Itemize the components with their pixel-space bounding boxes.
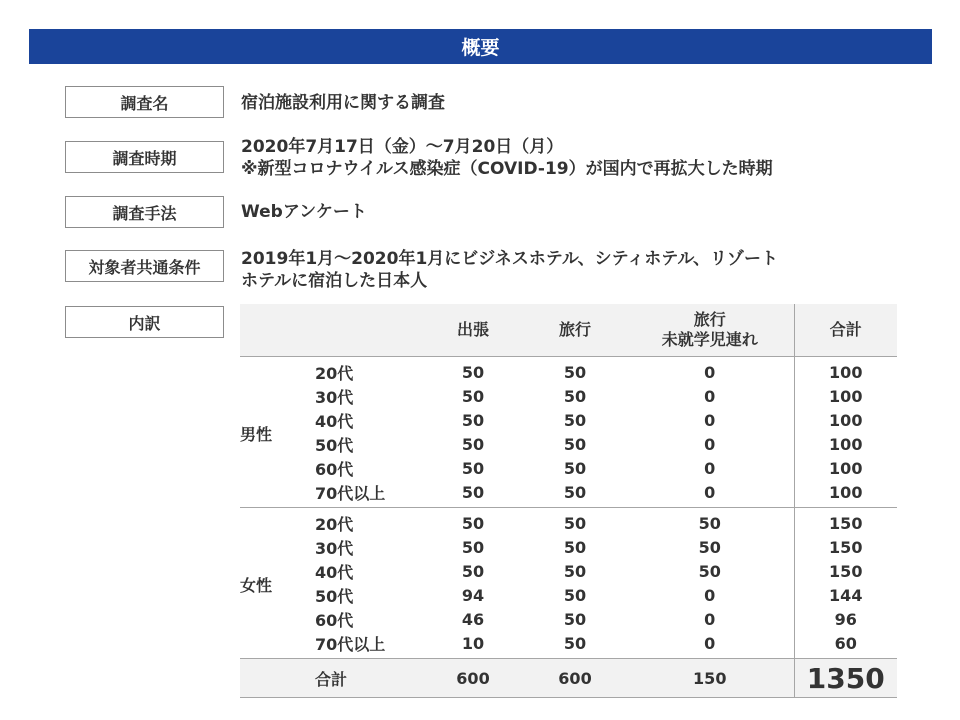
header-total: 合計 [794, 304, 897, 357]
age-cell: 20代 [315, 508, 422, 536]
section-title: 概要 [461, 37, 500, 59]
table-row [240, 559, 897, 583]
value-line: Webアンケート [241, 202, 367, 222]
age-cell: 50代 [315, 435, 354, 455]
cell-kids: 0 [704, 386, 716, 406]
section-title-bar [29, 29, 932, 64]
cell-travel: 50 [563, 633, 587, 653]
header-line: 旅行 [693, 310, 726, 329]
cell-total: 100 [794, 357, 897, 385]
cell-business: 94 [461, 585, 485, 605]
cell-total: 100 [794, 456, 897, 480]
cell-kids: 0 [704, 585, 716, 605]
cell-business: 50 [461, 537, 485, 557]
cell-kids: 0 [704, 410, 716, 430]
cell-kids: 0 [704, 458, 716, 478]
cell-kids: 0 [704, 362, 716, 382]
total-travel: 600 [524, 659, 626, 698]
value-line: 2019年1月～2020年1月にビジネスホテル、シティホテル、リゾート [241, 249, 778, 269]
cell-travel: 50 [563, 561, 587, 581]
breakdown-table [240, 304, 897, 698]
table-row [240, 357, 897, 385]
cell-travel: 50 [563, 386, 587, 406]
cell-travel: 50 [563, 482, 587, 502]
cell-total: 144 [794, 583, 897, 607]
cell-business: 50 [461, 561, 485, 581]
cell-kids: 0 [704, 633, 716, 653]
cell-travel: 50 [563, 362, 587, 382]
value-survey-period [241, 136, 773, 180]
cell-total: 150 [794, 535, 897, 559]
totals-row [240, 659, 897, 698]
cell-travel: 50 [563, 410, 587, 430]
header-travel: 旅行 [524, 304, 626, 357]
cell-business: 50 [461, 458, 485, 478]
group-label-male: 男性 [240, 425, 273, 444]
cell-total: 60 [794, 631, 897, 659]
label-target-conditions: 対象者共通条件 [65, 250, 224, 282]
value-survey-name [241, 92, 445, 114]
value-target-conditions [241, 248, 778, 292]
table-row [240, 384, 897, 408]
header-empty [240, 304, 422, 357]
cell-kids: 0 [704, 609, 716, 629]
cell-travel: 50 [563, 458, 587, 478]
age-cell: 60代 [315, 610, 354, 630]
cell-kids: 0 [704, 434, 716, 454]
cell-business: 50 [422, 508, 524, 536]
age-cell: 70代以上 [315, 483, 386, 503]
cell-business: 50 [461, 434, 485, 454]
table-row [240, 432, 897, 456]
table-row [240, 535, 897, 559]
age-cell: 50代 [315, 586, 354, 606]
table-row [240, 480, 897, 508]
grand-total: 1350 [794, 659, 897, 698]
header-travel-kids [626, 304, 794, 357]
cell-travel: 50 [563, 434, 587, 454]
cell-kids: 0 [704, 482, 716, 502]
age-cell: 30代 [315, 538, 354, 558]
group-label-female: 女性 [240, 508, 315, 659]
age-cell: 70代以上 [315, 634, 386, 654]
cell-total: 100 [794, 432, 897, 456]
age-cell: 30代 [315, 387, 354, 407]
cell-total: 150 [794, 559, 897, 583]
label-breakdown: 内訳 [65, 306, 224, 338]
cell-total: 96 [794, 607, 897, 631]
table-header-row [240, 304, 897, 357]
header-business: 出張 [422, 304, 524, 357]
cell-kids: 50 [698, 537, 721, 557]
total-kids: 150 [626, 659, 794, 698]
total-business: 600 [422, 659, 524, 698]
cell-business: 50 [461, 410, 485, 430]
age-cell: 40代 [315, 411, 354, 431]
cell-travel: 50 [563, 585, 587, 605]
value-line: ※新型コロナウイルス感染症（COVID-19）が国内で再拡大した時期 [241, 159, 773, 179]
table-row [240, 631, 897, 659]
table-row [240, 408, 897, 432]
table-row [240, 508, 897, 536]
cell-total: 100 [794, 384, 897, 408]
cell-kids: 50 [698, 561, 721, 581]
cell-business: 50 [461, 386, 485, 406]
cell-total: 150 [794, 508, 897, 536]
cell-total: 100 [794, 480, 897, 508]
cell-travel: 50 [524, 508, 626, 536]
cell-travel: 50 [563, 609, 587, 629]
totals-label: 合計 [240, 659, 422, 698]
label-survey-method: 調査手法 [65, 196, 224, 228]
label-survey-period: 調査時期 [65, 141, 224, 173]
age-cell: 60代 [315, 459, 354, 479]
table-row [240, 456, 897, 480]
value-survey-method [241, 201, 367, 223]
value-line: ホテルに宿泊した日本人 [241, 271, 428, 291]
cell-kids: 50 [626, 508, 794, 536]
table-row [240, 583, 897, 607]
cell-business: 46 [461, 609, 485, 629]
age-cell: 20代 [315, 363, 354, 383]
value-line: 2020年7月17日（金）～7月20日（月） [241, 137, 564, 157]
cell-business: 10 [461, 633, 485, 653]
value-line: 宿泊施設利用に関する調査 [241, 93, 445, 113]
table-row [240, 607, 897, 631]
header-line: 未就学児連れ [661, 330, 758, 349]
cell-total: 100 [794, 408, 897, 432]
cell-travel: 50 [563, 537, 587, 557]
age-cell: 40代 [315, 562, 354, 582]
cell-business: 50 [461, 482, 485, 502]
cell-business: 50 [461, 362, 485, 382]
label-survey-name: 調査名 [65, 86, 224, 118]
